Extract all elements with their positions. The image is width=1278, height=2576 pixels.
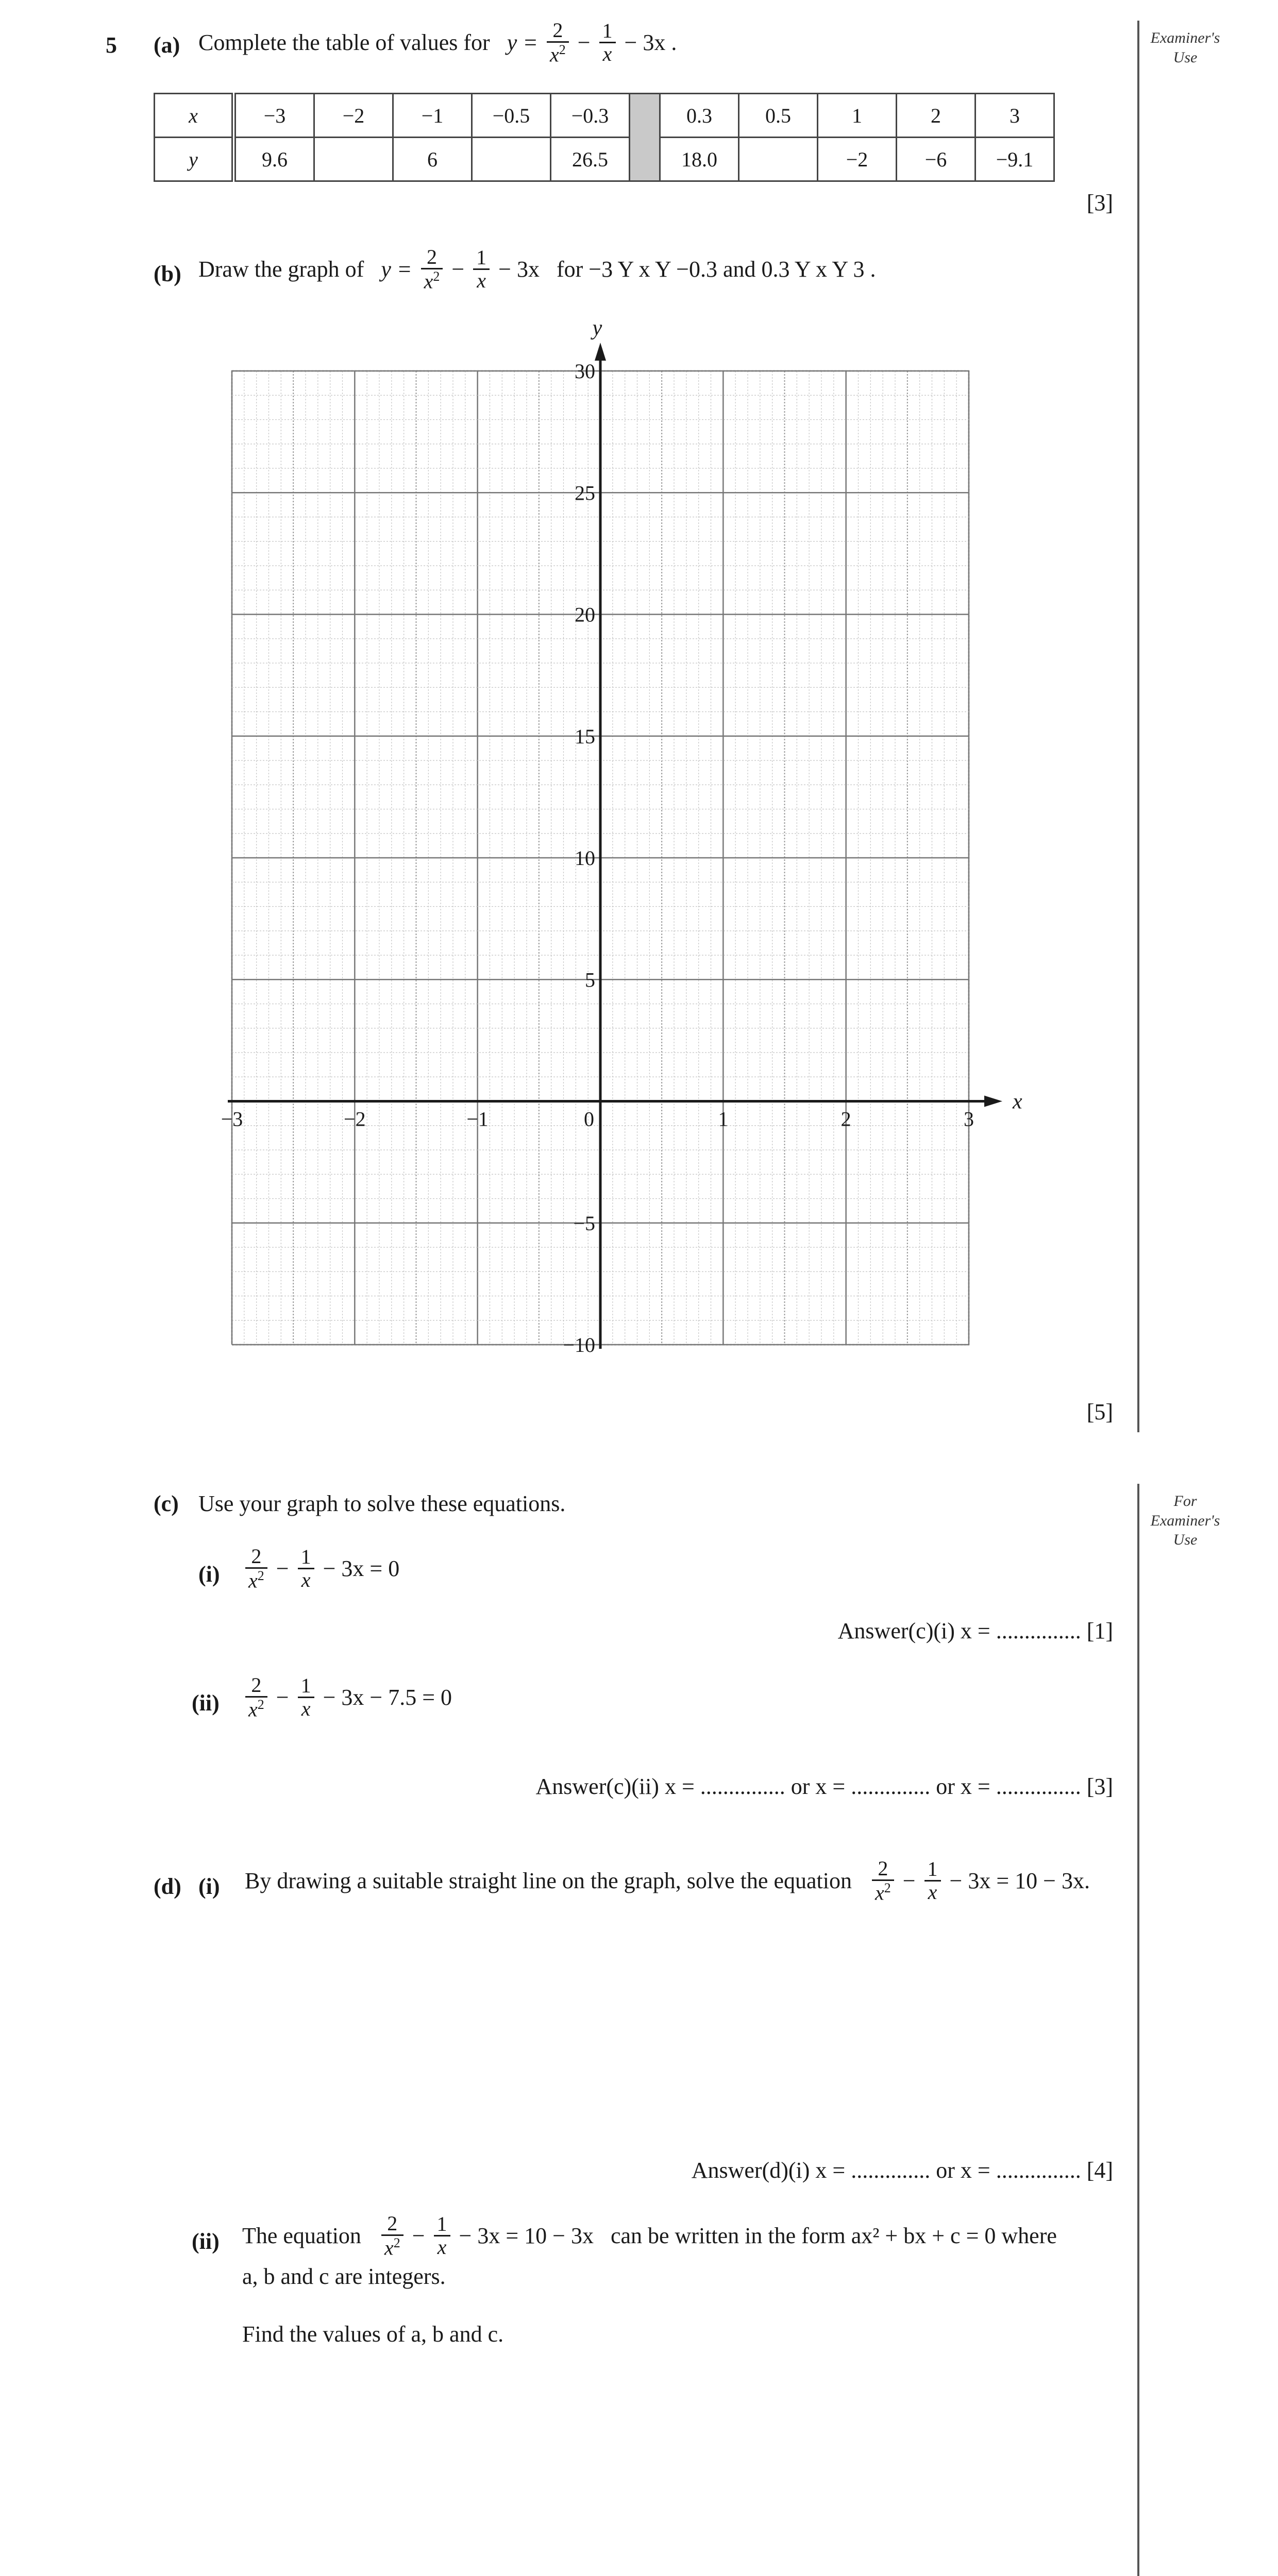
page2-margin-line: [1137, 1484, 1139, 2576]
table-row-y: [155, 138, 1054, 181]
table-cell-x: −0.3: [551, 94, 630, 138]
fraction-two-over-x-squared: $\frac{2}{x^2}$: [245, 1674, 267, 1720]
part-d-i-label: (i): [198, 1874, 220, 1899]
part-b-text: Draw the graph of: [198, 257, 364, 282]
part-d-i-text: By drawing a suitable straight line on the graph, solve the equation $\frac{2}{x^2}$ − $\frac{1}{x}$ − 3x = 10 − 3x.: [245, 1857, 1090, 1905]
answer-d-i[interactable]: Answer(d)(i) x = .............. or x = ............... [4]: [691, 2158, 1113, 2183]
part-c-ii-label: (ii): [192, 1690, 220, 1716]
part-a-eq-suffix: − 3x .: [624, 30, 677, 56]
table-cell-x: 1: [818, 94, 897, 138]
part-b-eq-prefix: y =: [381, 257, 412, 282]
y-tick-label: −10: [563, 1333, 595, 1357]
part-a-instruction: Complete the table of values for y = $\frac{2}{x^2}$ − $\frac{1}{x}$ − 3x .: [198, 19, 677, 66]
part-d-ii-text: The equation $\frac{2}{x^2}$ − $\frac{1}{x}$ − 3x = 10 − 3x can be written in the form ax² + bx + c = 0 where: [242, 2212, 1057, 2260]
x-tick-label: 2: [840, 1107, 851, 1131]
y-axis-arrow: [595, 343, 606, 361]
x-tick-label: 1: [718, 1107, 729, 1131]
fraction-one-over-x: $\frac{1}{x}$: [599, 20, 616, 65]
part-b-marks: [5]: [1086, 1399, 1113, 1425]
page1-margin-line: [1137, 21, 1139, 1432]
part-d-label: (d): [154, 1874, 181, 1899]
part-a-marks: [3]: [1086, 190, 1113, 215]
x-tick-label: −2: [344, 1107, 366, 1131]
table-cell-x: 0.3: [660, 94, 739, 138]
part-b-label: (b): [154, 261, 181, 286]
part-c-text: Use your graph to solve these equations.: [198, 1491, 566, 1516]
fraction-one-over-x: $\frac{1}{x}$: [298, 1675, 314, 1720]
x-tick-label: −1: [466, 1107, 489, 1131]
part-b-domain: for −3 Y x Y −0.3 and 0.3 Y x Y 3 .: [556, 257, 876, 282]
for-examiners-use-label: For Examiner's Use: [1150, 1493, 1220, 1548]
part-b-eq-suffix: − 3x: [498, 257, 540, 282]
x-tick-label: 0: [584, 1107, 594, 1131]
y-tick-label: 20: [575, 603, 595, 626]
part-b-instruction: Draw the graph of y = $\frac{2}{x^2}$ − $\frac{1}{x}$ − 3x for −3 Y x Y −0.3 and 0.3 Y x Y 3 .: [198, 245, 876, 293]
table-cell-y-blank[interactable]: [314, 138, 393, 181]
table-cell-x: 2: [897, 94, 976, 138]
x-tick-label: −3: [221, 1107, 243, 1131]
answer-c-i[interactable]: Answer(c)(i) x = ............... [1]: [837, 1618, 1113, 1643]
table-cell-y: −2: [818, 138, 897, 181]
x-axis-label: x: [1013, 1090, 1022, 1114]
fraction-two-over-x-squared: $\frac{2}{x^2}$: [872, 1858, 894, 1904]
part-c-label: (c): [154, 1491, 179, 1516]
table-cell-y: 9.6: [234, 138, 314, 181]
part-c-i-label: (i): [198, 1562, 220, 1587]
part-c-ii-equation: $\frac{2}{x^2}$ − $\frac{1}{x}$ − 3x − 7.5 = 0: [242, 1674, 452, 1720]
table-cell-y: −9.1: [976, 138, 1054, 181]
table-x-label: x: [155, 94, 234, 138]
table-cell-x: 0.5: [739, 94, 818, 138]
fraction-two-over-x-squared: $\frac{2}{x^2}$: [547, 20, 569, 65]
fraction-one-over-x: $\frac{1}{x}$: [298, 1546, 314, 1591]
fraction-one-over-x: $\frac{1}{x}$: [924, 1858, 941, 1903]
table-cell-x: −0.5: [472, 94, 551, 138]
table-cell-y: 26.5: [551, 138, 630, 181]
graph-grid[interactable]: [186, 309, 1031, 1370]
table-cell-x: 3: [976, 94, 1054, 138]
table-of-values: [154, 93, 1055, 182]
fraction-two-over-x-squared: $\frac{2}{x^2}$: [421, 246, 443, 292]
table-cell-y: −6: [897, 138, 976, 181]
y-axis-label: y: [592, 316, 602, 340]
examiners-use-label: Examiner's Use: [1150, 29, 1220, 66]
part-a-text: Complete the table of values for: [198, 30, 490, 56]
part-d-ii-label: (ii): [192, 2229, 220, 2254]
table-cell-x: −2: [314, 94, 393, 138]
fraction-one-over-x: $\frac{1}{x}$: [434, 2213, 450, 2258]
table-cell-y: 18.0: [660, 138, 739, 181]
fraction-two-over-x-squared: $\frac{2}{x^2}$: [381, 2213, 403, 2259]
table-cell-y: 6: [393, 138, 472, 181]
answer-c-ii[interactable]: Answer(c)(ii) x = ............... or x = .............. or x = ............... [3]: [535, 1774, 1113, 1799]
part-d-ii-line2: a, b and c are integers.: [242, 2264, 446, 2289]
table-cell-y-blank[interactable]: [739, 138, 818, 181]
x-tick-label: 3: [964, 1107, 974, 1131]
table-cell-x: −1: [393, 94, 472, 138]
fraction-one-over-x: $\frac{1}{x}$: [473, 247, 490, 292]
table-y-label: y: [155, 138, 234, 181]
table-cell-x: −3: [234, 94, 314, 138]
y-tick-label: 15: [575, 724, 595, 748]
y-tick-label: −5: [573, 1211, 595, 1235]
table-gap-cell: [630, 94, 660, 181]
question-number: 5: [106, 32, 117, 58]
part-d-ii-find: Find the values of a, b and c.: [242, 2321, 504, 2347]
table-row-x: [155, 94, 1054, 138]
part-a-label: (a): [154, 32, 180, 58]
fraction-two-over-x-squared: $\frac{2}{x^2}$: [245, 1546, 267, 1591]
part-a-eq-prefix: y =: [507, 30, 538, 56]
part-c-i-equation: $\frac{2}{x^2}$ − $\frac{1}{x}$ − 3x = 0: [242, 1546, 399, 1591]
x-axis-arrow: [984, 1096, 1002, 1107]
y-tick-label: 10: [575, 846, 595, 870]
y-tick-label: 5: [585, 968, 595, 992]
table-cell-y-blank[interactable]: [472, 138, 551, 181]
y-tick-label: 30: [575, 360, 595, 383]
y-tick-label: 25: [575, 481, 595, 505]
